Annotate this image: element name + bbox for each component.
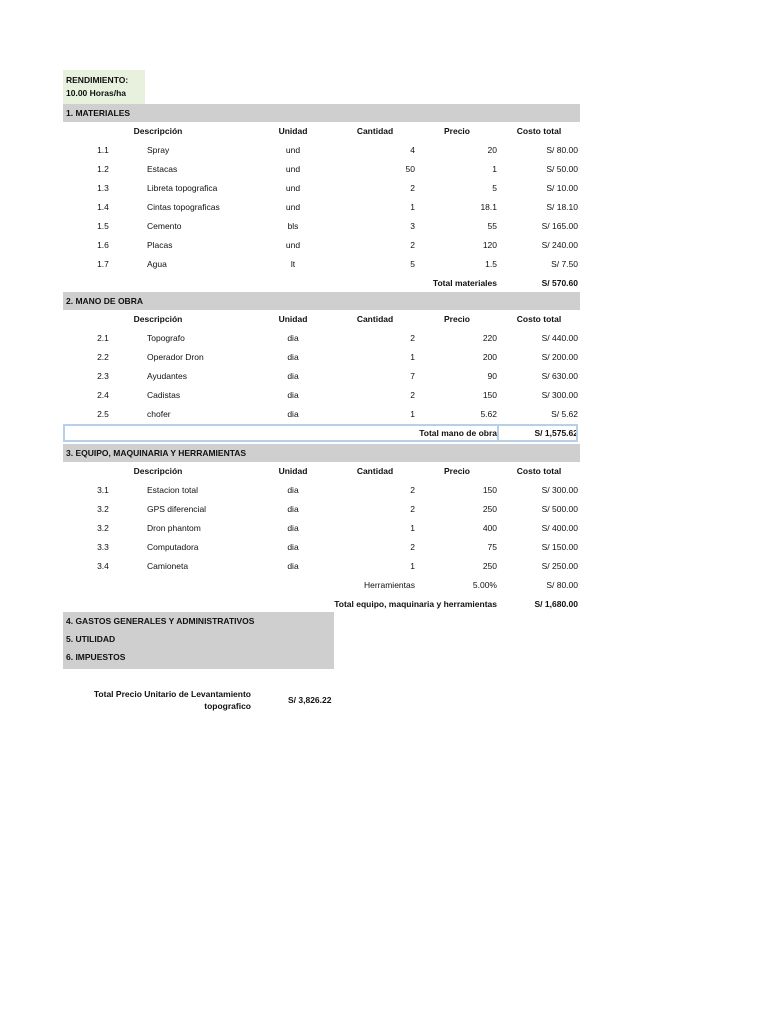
band-mano_obra <box>63 292 580 310</box>
row-unidad: und <box>285 145 301 155</box>
row-unidad: dia <box>287 542 299 552</box>
row-number: 1.2 <box>97 164 109 174</box>
table-row <box>63 236 580 255</box>
row-descripcion: Cadistas <box>147 390 181 400</box>
row-number: 3.2 <box>97 523 109 533</box>
header-cantidad: Cantidad <box>356 466 394 476</box>
row-costo-total: S/ 440.00 <box>541 333 578 343</box>
row-cantidad: 1 <box>410 352 415 362</box>
herramientas-value: S/ 80.00 <box>546 580 578 590</box>
row-unidad: dia <box>287 333 299 343</box>
table-row <box>63 386 580 405</box>
row-descripcion: Computadora <box>147 542 199 552</box>
row-cantidad: 2 <box>410 390 415 400</box>
table-row <box>63 179 580 198</box>
rendimiento-box <box>63 70 145 104</box>
rendimiento-label: RENDIMIENTO: <box>66 75 129 85</box>
row-precio: 200 <box>482 352 497 362</box>
total-value: S/ 1,575.62 <box>534 428 578 438</box>
herramientas-label: Herramientas <box>363 580 415 590</box>
row-precio: 1 <box>492 164 497 174</box>
row-descripcion: Placas <box>147 240 173 250</box>
table-row <box>63 217 580 236</box>
header-descripcion: Descripción <box>133 466 183 476</box>
total-final-label-line2: topografico <box>204 701 251 711</box>
table-row <box>63 405 580 424</box>
row-costo-total: S/ 18.10 <box>546 202 578 212</box>
header-unidad: Unidad <box>278 314 308 324</box>
row-descripcion: Estacas <box>147 164 178 174</box>
band-materiales-label: 1. MATERIALES <box>66 108 131 118</box>
row-number: 3.2 <box>97 504 109 514</box>
row-costo-total: S/ 300.00 <box>541 390 578 400</box>
band-utilidad <box>63 630 334 648</box>
row-number: 2.4 <box>97 390 109 400</box>
row-unidad: und <box>285 202 301 212</box>
row-costo-total: S/ 50.00 <box>546 164 578 174</box>
row-cantidad: 1 <box>410 409 415 419</box>
row-costo-total: S/ 630.00 <box>541 371 578 381</box>
row-number: 1.1 <box>97 145 109 155</box>
row-cantidad: 3 <box>410 221 415 231</box>
row-unidad: und <box>285 183 301 193</box>
row-precio: 1.5 <box>485 259 497 269</box>
row-number: 1.6 <box>97 240 109 250</box>
row-precio: 250 <box>482 504 497 514</box>
row-precio: 120 <box>482 240 497 250</box>
header-costo-total: Costo total <box>516 314 562 324</box>
row-precio: 5 <box>492 183 497 193</box>
header-costo-total: Costo total <box>516 466 562 476</box>
row-precio: 75 <box>487 542 497 552</box>
row-precio: 250 <box>482 561 497 571</box>
row-costo-total: S/ 250.00 <box>541 561 578 571</box>
row-cantidad: 7 <box>410 371 415 381</box>
row-unidad: und <box>285 240 301 250</box>
row-descripcion: chofer <box>147 409 171 419</box>
band-impuestos-label: 6. IMPUESTOS <box>66 652 126 662</box>
row-precio: 150 <box>482 485 497 495</box>
row-number: 2.2 <box>97 352 109 362</box>
row-descripcion: Ayudantes <box>147 371 188 381</box>
row-precio: 220 <box>482 333 497 343</box>
row-costo-total: S/ 500.00 <box>541 504 578 514</box>
total-label: Total equipo, maquinaria y herramientas <box>334 599 497 609</box>
row-costo-total: S/ 165.00 <box>541 221 578 231</box>
row-cantidad: 5 <box>410 259 415 269</box>
selected-cell-outline <box>63 424 578 442</box>
row-number: 3.3 <box>97 542 109 552</box>
row-unidad: und <box>285 164 301 174</box>
table-row <box>63 198 580 217</box>
total-label: Total materiales <box>432 278 497 288</box>
header-unidad: Unidad <box>278 466 308 476</box>
total-final-label <box>63 688 251 712</box>
table-row <box>63 500 580 519</box>
row-number: 3.4 <box>97 561 109 571</box>
row-number: 2.3 <box>97 371 109 381</box>
row-number: 2.5 <box>97 409 109 419</box>
row-cantidad: 4 <box>410 145 415 155</box>
total-final-label-line1: Total Precio Unitario de Levantamiento <box>93 689 251 699</box>
row-cantidad: 1 <box>410 523 415 533</box>
row-cantidad: 2 <box>410 485 415 495</box>
row-number: 1.4 <box>97 202 109 212</box>
header-unidad: Unidad <box>278 126 308 136</box>
table-row <box>63 160 580 179</box>
selected-cell-divider <box>497 424 499 442</box>
row-unidad: bls <box>287 221 299 231</box>
total-row-materiales <box>63 274 580 293</box>
row-unidad: dia <box>287 409 299 419</box>
total-label: Total mano de obra <box>419 428 497 438</box>
total-value: S/ 1,680.00 <box>534 599 578 609</box>
row-descripcion: Topografo <box>147 333 185 343</box>
row-costo-total: S/ 400.00 <box>541 523 578 533</box>
row-precio: 18.1 <box>480 202 497 212</box>
band-gastos-label: 4. GASTOS GENERALES Y ADMINISTRATIVOS <box>66 616 255 626</box>
row-descripcion: Cemento <box>147 221 182 231</box>
header-cantidad: Cantidad <box>356 314 394 324</box>
band-mano_obra-label: 2. MANO DE OBRA <box>66 296 143 306</box>
row-unidad: dia <box>287 352 299 362</box>
header-cantidad: Cantidad <box>356 126 394 136</box>
band-equipo <box>63 444 580 462</box>
row-costo-total: S/ 240.00 <box>541 240 578 250</box>
row-precio: 90 <box>487 371 497 381</box>
row-descripcion: Estacion total <box>147 485 199 495</box>
row-number: 1.5 <box>97 221 109 231</box>
table-header-row <box>63 122 580 141</box>
row-descripcion: Spray <box>147 145 170 155</box>
band-materiales <box>63 104 580 122</box>
header-precio: Precio <box>444 466 470 476</box>
row-precio: 150 <box>482 390 497 400</box>
row-descripcion: Libreta topografica <box>147 183 218 193</box>
table-row <box>63 538 580 557</box>
row-cantidad: 2 <box>410 542 415 552</box>
table-row <box>63 519 580 538</box>
row-descripcion: Operador Dron <box>147 352 204 362</box>
row-cantidad: 2 <box>410 183 415 193</box>
band-equipo-label: 3. EQUIPO, MAQUINARIA Y HERRAMIENTAS <box>66 448 247 458</box>
table-header-row <box>63 310 580 329</box>
header-precio: Precio <box>444 126 470 136</box>
row-unidad: lt <box>290 259 296 269</box>
row-descripcion: GPS diferencial <box>147 504 207 514</box>
row-descripcion: Dron phantom <box>147 523 201 533</box>
row-unidad: dia <box>287 504 299 514</box>
table-row <box>63 557 580 576</box>
row-unidad: dia <box>287 390 299 400</box>
header-descripcion: Descripción <box>133 126 183 136</box>
table-row <box>63 141 580 160</box>
row-costo-total: S/ 200.00 <box>541 352 578 362</box>
row-descripcion: Cintas topograficas <box>147 202 220 212</box>
row-unidad: dia <box>287 523 299 533</box>
row-unidad: dia <box>287 561 299 571</box>
row-number: 1.7 <box>97 259 109 269</box>
row-number: 3.1 <box>97 485 109 495</box>
row-descripcion: Agua <box>147 259 167 269</box>
row-costo-total: S/ 150.00 <box>541 542 578 552</box>
row-cantidad: 1 <box>410 202 415 212</box>
total-value: S/ 570.60 <box>541 278 578 288</box>
row-cantidad: 2 <box>410 333 415 343</box>
row-cantidad: 50 <box>405 164 415 174</box>
row-costo-total: S/ 10.00 <box>546 183 578 193</box>
row-costo-total: S/ 300.00 <box>541 485 578 495</box>
header-costo-total: Costo total <box>516 126 562 136</box>
row-number: 1.3 <box>97 183 109 193</box>
row-costo-total: S/ 5.62 <box>551 409 578 419</box>
row-costo-total: S/ 7.50 <box>551 259 578 269</box>
header-descripcion: Descripción <box>133 314 183 324</box>
row-precio: 5.62 <box>480 409 497 419</box>
table-header-row <box>63 462 580 481</box>
herramientas-row <box>63 576 580 595</box>
row-costo-total: S/ 80.00 <box>546 145 578 155</box>
band-impuestos <box>63 648 334 669</box>
table-row <box>63 348 580 367</box>
table-row <box>63 481 580 500</box>
row-precio: 55 <box>487 221 497 231</box>
herramientas-percent: 5.00% <box>472 580 497 590</box>
row-descripcion: Camioneta <box>147 561 189 571</box>
row-unidad: dia <box>287 371 299 381</box>
row-unidad: dia <box>287 485 299 495</box>
table-row <box>63 329 580 348</box>
header-precio: Precio <box>444 314 470 324</box>
row-cantidad: 2 <box>410 240 415 250</box>
table-row <box>63 255 580 274</box>
band-utilidad-label: 5. UTILIDAD <box>66 634 116 644</box>
row-cantidad: 1 <box>410 561 415 571</box>
row-precio: 400 <box>482 523 497 533</box>
total-final-value: S/ 3,826.22 <box>288 695 332 705</box>
table-row <box>63 367 580 386</box>
row-number: 2.1 <box>97 333 109 343</box>
row-cantidad: 2 <box>410 504 415 514</box>
row-precio: 20 <box>487 145 497 155</box>
band-gastos-generales <box>63 612 334 630</box>
rendimiento-value: 10.00 Horas/ha <box>66 88 127 98</box>
